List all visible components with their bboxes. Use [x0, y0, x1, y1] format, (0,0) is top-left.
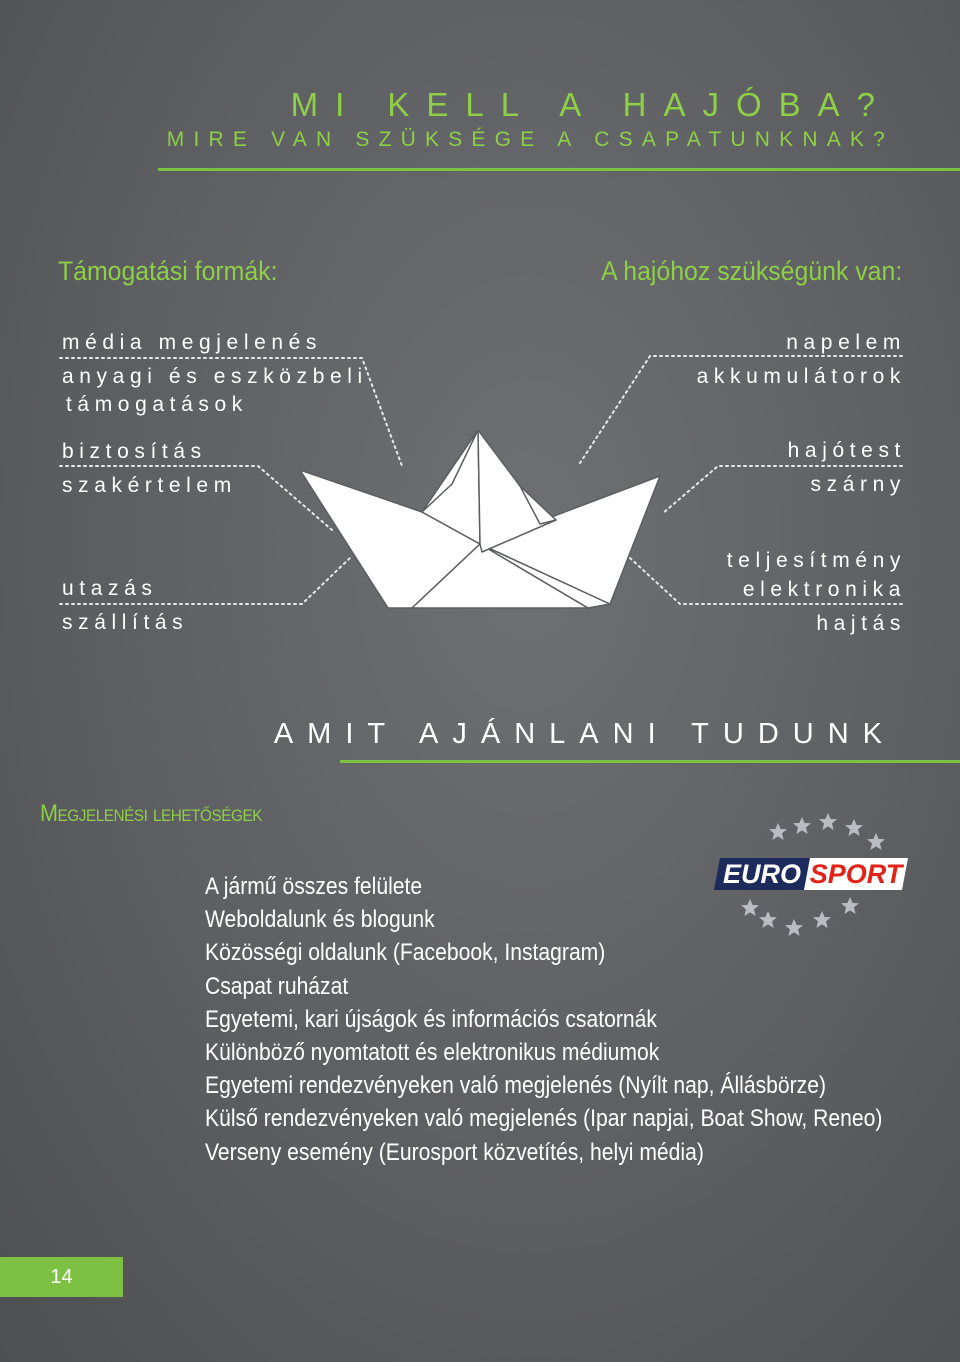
- needs-item-performance: teljesítmény: [726, 549, 906, 572]
- star-icon: [813, 911, 831, 928]
- list-item: Közösségi oldalunk (Facebook, Instagram): [205, 939, 606, 967]
- list-item: Verseny esemény (Eurosport közvetítés, helyi média): [205, 1138, 704, 1166]
- support-item-media: média megjelenés: [62, 331, 323, 354]
- list-item: Weboldalunk és blogunk: [205, 906, 435, 934]
- list-item: A jármű összes felülete: [205, 873, 423, 900]
- page-title: MI KELL A HAJÓBA?: [290, 86, 892, 123]
- page-number: 14: [50, 1265, 73, 1288]
- star-icon: [759, 911, 777, 928]
- needs-item-propulsion: hajtás: [816, 612, 906, 635]
- star-icon: [867, 833, 885, 850]
- support-item-travel: utazás: [62, 577, 158, 600]
- eurosport-logo: [706, 808, 912, 938]
- needs-heading: A hajóhoz szükségünk van:: [600, 256, 902, 286]
- support-item-insurance: biztosítás: [62, 440, 207, 463]
- support-item-expertise: szakértelem: [62, 474, 237, 497]
- offer-heading: AMIT AJÁNLANI TUDUNK: [273, 718, 896, 750]
- support-heading: Támogatási formák:: [58, 256, 278, 286]
- support-item-material-cont: támogatások: [66, 393, 248, 416]
- needs-item-solar: napelem: [786, 331, 906, 354]
- needs-item-wing: szárny: [810, 473, 906, 496]
- needs-item-batteries: akkumulátorok: [696, 365, 906, 388]
- needs-item-electronics: elektronika: [742, 578, 906, 601]
- star-icon: [845, 819, 863, 836]
- page-subtitle: MIRE VAN SZÜKSÉGE A CSAPATUNKNAK?: [166, 128, 894, 151]
- list-item: Egyetemi, kari újságok és információs csatornák: [205, 1005, 657, 1033]
- star-icon: [841, 897, 859, 914]
- list-item: Külső rendezvényeken való megjelenés (Ipar napjai, Boat Show, Reneo): [205, 1105, 883, 1133]
- star-icon: [785, 919, 803, 936]
- offer-subheading: Megjelenési lehetőségek: [40, 800, 262, 827]
- list-item: Különböző nyomtatott és elektronikus médiumok: [205, 1039, 660, 1067]
- list-item: Egyetemi rendezvényeken való megjelenés (Nyílt nap, Állásbörze): [205, 1072, 827, 1100]
- star-icon: [793, 817, 811, 834]
- page-number-box: [0, 1257, 123, 1297]
- logo-text-euro: EURO: [722, 859, 802, 889]
- list-item: Csapat ruházat: [205, 972, 349, 1000]
- support-item-transport: szállítás: [62, 611, 189, 634]
- support-item-material: anyagi és eszközbeli: [62, 365, 368, 388]
- offer-divider: [340, 760, 960, 763]
- star-icon: [769, 823, 787, 840]
- paper-boat: [300, 430, 660, 608]
- needs-item-hull: hajótest: [787, 439, 906, 462]
- star-icon: [819, 813, 837, 830]
- logo-text-sport: SPORT: [809, 859, 903, 889]
- star-icon: [741, 899, 759, 916]
